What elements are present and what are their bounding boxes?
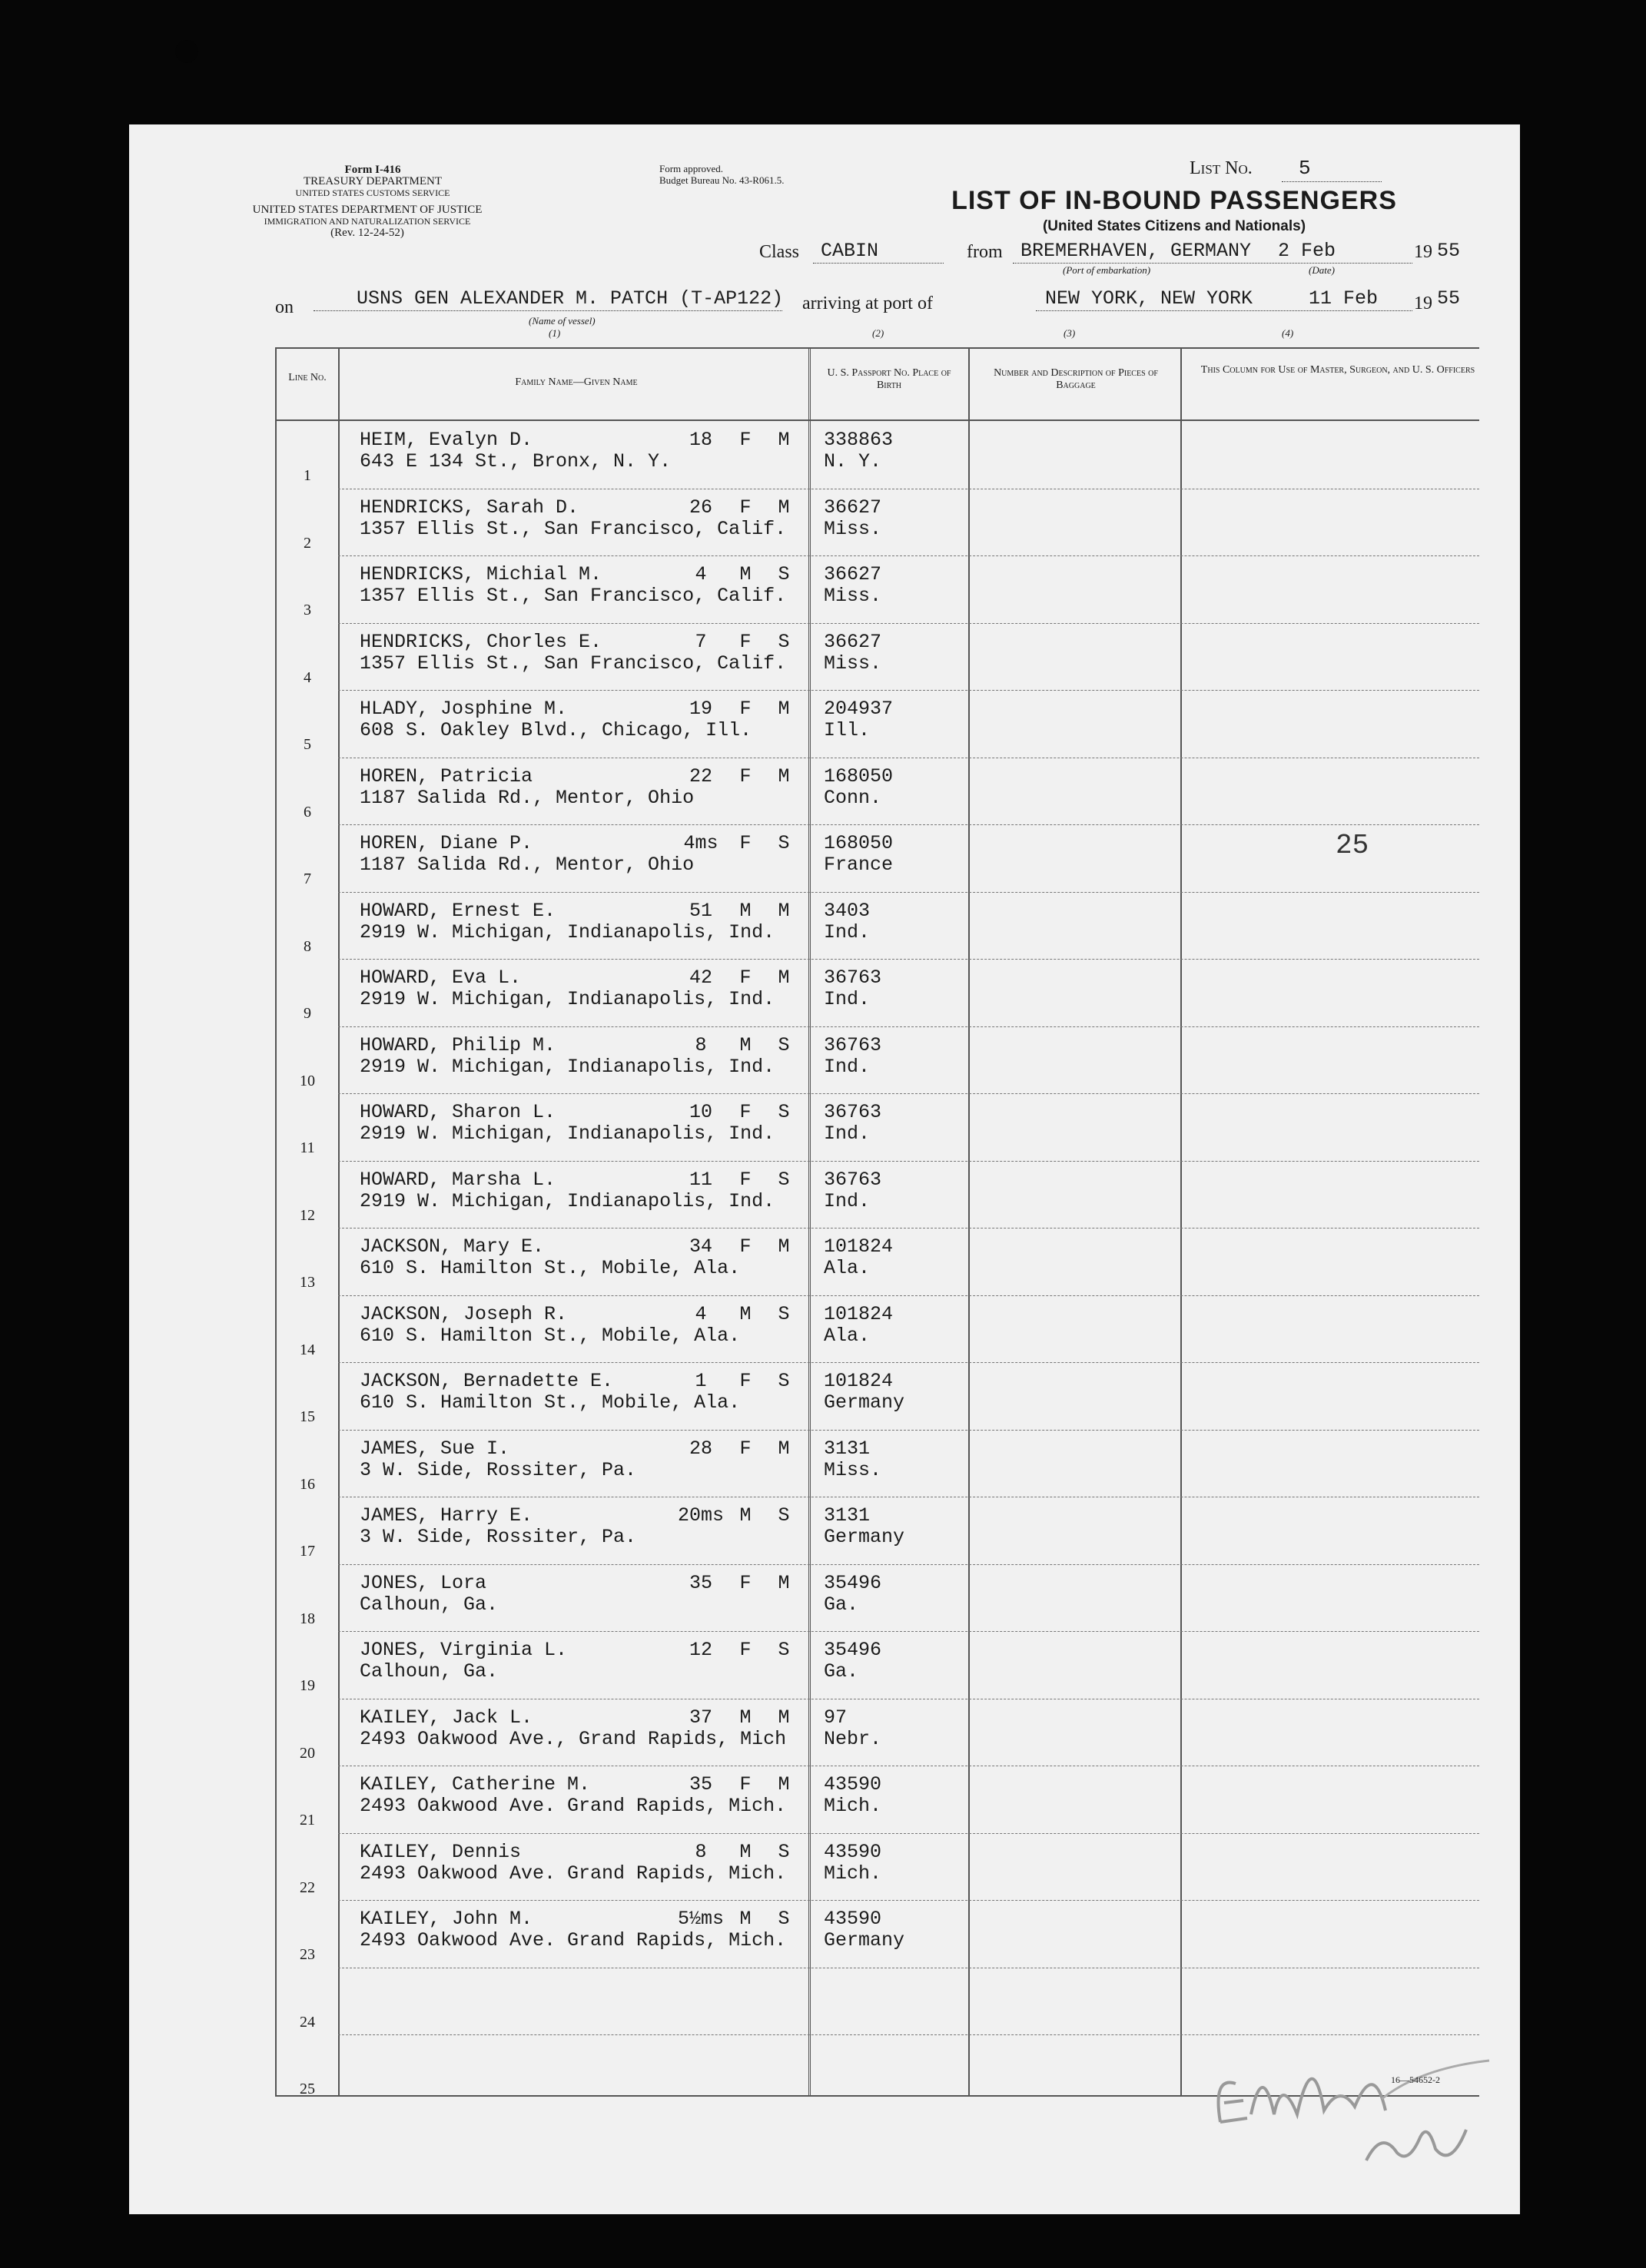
passenger-name: JACKSON, Joseph R.: [360, 1302, 568, 1325]
passenger-address: 2493 Oakwood Ave. Grand Rapids, Mich.: [360, 1795, 787, 1817]
passenger-address: 3 W. Side, Rossiter, Pa.: [360, 1526, 637, 1548]
passenger-address: 2493 Oakwood Ave. Grand Rapids, Mich.: [360, 1862, 787, 1885]
passport-number: 97: [824, 1706, 848, 1729]
passenger-address: 2493 Oakwood Ave. Grand Rapids, Mich.: [360, 1929, 787, 1951]
revision-label: (Rev. 12-24-52): [330, 227, 404, 239]
passenger-age: 20ms: [677, 1504, 724, 1527]
vessel-line: [314, 310, 782, 311]
budget-line: Budget Bureau No. 43-R061.5.: [659, 174, 785, 186]
line-number: 7: [304, 870, 311, 887]
passenger-sex: M: [739, 1908, 752, 1930]
passport-number: 43590: [824, 1773, 882, 1796]
passenger-age: 34: [689, 1235, 712, 1258]
row-divider: [338, 1430, 1479, 1431]
passenger-name: KAILEY, Catherine M.: [360, 1773, 591, 1796]
passenger-marital: S: [778, 630, 790, 653]
passenger-marital: M: [778, 1235, 790, 1258]
passenger-address: 1357 Ellis St., San Francisco, Calif.: [360, 652, 787, 675]
place-of-birth: Ala.: [824, 1324, 871, 1347]
passenger-sex: F: [739, 764, 752, 788]
year1-prefix: 19: [1414, 242, 1432, 262]
passenger-marital: M: [778, 967, 790, 989]
line-number: 15: [300, 1408, 315, 1425]
passenger-name: HOWARD, Ernest E.: [360, 899, 556, 922]
list-number-line: [1282, 181, 1382, 182]
row-divider: [338, 1833, 1479, 1834]
form-footer: 16—54652-2: [1391, 2074, 1440, 2085]
passenger-sex: F: [739, 1571, 752, 1594]
approval-note: [659, 163, 784, 186]
treasury-label: TREASURY DEPARTMENT: [303, 175, 443, 187]
line-number: 10: [300, 1072, 315, 1089]
passenger-age: 5½ms: [677, 1908, 724, 1930]
passport-number: 35496: [824, 1571, 882, 1594]
punch-hole: [175, 40, 198, 63]
passenger-name: JACKSON, Mary E.: [360, 1235, 545, 1258]
passenger-address: 643 E 134 St., Bronx, N. Y.: [360, 450, 672, 472]
passenger-sex: M: [739, 1840, 752, 1863]
passenger-marital: M: [778, 698, 790, 720]
justice-label: UNITED STATES DEPARTMENT OF JUSTICE: [252, 204, 483, 216]
place-of-birth: Germany: [824, 1929, 905, 1951]
passenger-sex: M: [739, 1302, 752, 1325]
passenger-address: Calhoun, Ga.: [360, 1593, 499, 1616]
row-divider: [338, 690, 1479, 691]
place-of-birth: Ind.: [824, 1122, 871, 1145]
year1-value: 55: [1437, 240, 1461, 262]
passenger-sex: F: [739, 1639, 752, 1661]
col-num-2: (2): [872, 327, 884, 339]
passenger-marital: S: [778, 832, 790, 854]
passenger-sex: F: [739, 698, 752, 720]
passenger-age: 12: [689, 1639, 712, 1661]
ins-label: IMMIGRATION AND NATURALIZATION SERVICE: [264, 216, 471, 227]
line-number: 22: [300, 1878, 315, 1896]
passenger-marital: M: [778, 1706, 790, 1729]
passport-number: 3131: [824, 1437, 871, 1460]
list-number-value: 5: [1299, 157, 1311, 180]
place-of-birth: Germany: [824, 1391, 905, 1414]
passenger-name: JONES, Lora: [360, 1571, 487, 1594]
passenger-address: 2919 W. Michigan, Indianapolis, Ind.: [360, 1189, 775, 1212]
passport-number: 204937: [824, 698, 894, 720]
passenger-age: 18: [689, 429, 712, 451]
passenger-age: 4: [695, 563, 707, 585]
row-divider: [338, 623, 1479, 624]
passenger-name: HEIM, Evalyn D.: [360, 429, 533, 451]
passenger-sex: M: [739, 563, 752, 585]
passenger-age: 11: [689, 1168, 712, 1191]
header-baggage: Number and Description of Pieces of Baggage: [994, 367, 1158, 391]
header-rule: [277, 419, 1479, 421]
passport-number: 3403: [824, 899, 871, 922]
passenger-age: 26: [689, 496, 712, 519]
row-divider: [338, 959, 1479, 960]
passenger-name: JACKSON, Bernadette E.: [360, 1370, 614, 1392]
passport-number: 36627: [824, 563, 882, 585]
place-of-birth: Ind.: [824, 1189, 871, 1212]
passenger-marital: S: [778, 1504, 790, 1527]
year2-value: 55: [1437, 287, 1461, 310]
passenger-sex: F: [739, 832, 752, 854]
passenger-marital: M: [778, 496, 790, 519]
passenger-marital: S: [778, 1033, 790, 1056]
embark-date: 2 Feb: [1278, 240, 1336, 262]
from-line: [1013, 263, 1412, 264]
class-line: [813, 263, 944, 264]
passenger-sex: F: [739, 496, 752, 519]
vessel-caption-num: (1): [549, 327, 561, 339]
passenger-age: 8: [695, 1840, 707, 1863]
passport-number: 36763: [824, 1168, 882, 1191]
form-departments: [269, 164, 476, 199]
passenger-name: KAILEY, John M.: [360, 1908, 533, 1930]
place-of-birth: Miss.: [824, 1458, 882, 1481]
row-divider: [338, 1093, 1479, 1094]
line-number: 16: [300, 1475, 315, 1493]
arrival-date: 11 Feb: [1309, 287, 1379, 310]
passenger-address: 1357 Ellis St., San Francisco, Calif.: [360, 517, 787, 540]
passport-number: 36627: [824, 630, 882, 653]
line-number: 25: [300, 2081, 315, 2097]
place-of-birth: Ala.: [824, 1257, 871, 1279]
row-divider: [338, 1631, 1479, 1632]
passenger-name: JAMES, Harry E.: [360, 1504, 533, 1527]
place-of-birth: Mich.: [824, 1862, 882, 1885]
passenger-sex: M: [739, 1504, 752, 1527]
passenger-age: 28: [689, 1437, 712, 1460]
passenger-marital: S: [778, 1639, 790, 1661]
row-divider: [338, 892, 1479, 893]
line-number: 5: [304, 736, 311, 753]
passenger-sex: F: [739, 1168, 752, 1191]
line-number: 23: [300, 1946, 315, 1963]
passenger-marital: S: [778, 1302, 790, 1325]
row-divider: [338, 1295, 1479, 1296]
col-num-4: (4): [1282, 327, 1294, 339]
passenger-marital: S: [778, 1370, 790, 1392]
list-number-label: List No.: [1190, 158, 1253, 178]
place-of-birth: Mich.: [824, 1795, 882, 1817]
passenger-marital: S: [778, 1168, 790, 1191]
passenger-age: 22: [689, 764, 712, 788]
line-number: 6: [304, 803, 311, 821]
year2-prefix: 19: [1414, 293, 1432, 313]
header-officers: This Column for Use of Master, Surgeon, and U. S. Officers: [1200, 364, 1475, 376]
place-of-birth: Miss.: [824, 652, 882, 675]
passenger-marital: S: [778, 1840, 790, 1863]
line-number: 12: [300, 1206, 315, 1224]
passenger-marital: M: [778, 899, 790, 922]
vessel-name: USNS GEN ALEXANDER M. PATCH (T-AP122): [357, 287, 784, 310]
row-divider: [338, 1900, 1479, 1901]
passport-number: 168050: [824, 764, 894, 788]
passenger-address: 608 S. Oakley Blvd., Chicago, Ill.: [360, 719, 752, 741]
line-number: 3: [304, 602, 311, 618]
manifest-page: [129, 124, 1520, 2214]
passport-number: 36763: [824, 1101, 882, 1123]
place-of-birth: Germany: [824, 1526, 905, 1548]
line-number: 9: [304, 1005, 311, 1022]
passport-number: 43590: [824, 1840, 882, 1863]
place-of-birth: Nebr.: [824, 1727, 882, 1750]
place-of-birth: Conn.: [824, 786, 882, 809]
passenger-marital: M: [778, 1571, 790, 1594]
line-number: 19: [300, 1677, 315, 1694]
passenger-name: HENDRICKS, Sarah D.: [360, 496, 579, 519]
passenger-name: HOWARD, Eva L.: [360, 967, 522, 989]
passenger-sex: F: [739, 1101, 752, 1123]
passenger-sex: M: [739, 1706, 752, 1729]
passenger-name: HOWARD, Marsha L.: [360, 1168, 556, 1191]
officer-note: 25: [1336, 830, 1369, 861]
passenger-name: HOREN, Patricia: [360, 764, 533, 788]
approval-line: Form approved.: [659, 163, 724, 174]
header-passport: U. S. Passport No. Place of Birth: [827, 367, 951, 391]
passenger-age: 35: [689, 1773, 712, 1796]
line-number: 8: [304, 937, 311, 955]
embark-caption: (Port of embarkation): [1063, 264, 1151, 276]
passport-number: 3131: [824, 1504, 871, 1527]
passenger-name: HENDRICKS, Chorles E.: [360, 630, 602, 653]
passenger-sex: F: [739, 1437, 752, 1460]
passenger-sex: F: [739, 1773, 752, 1796]
passport-number: 36763: [824, 1033, 882, 1056]
passenger-marital: S: [778, 1101, 790, 1123]
passenger-address: 610 S. Hamilton St., Mobile, Ala.: [360, 1324, 741, 1347]
line-number: 2: [304, 534, 311, 552]
passenger-name: JONES, Virginia L.: [360, 1639, 568, 1661]
passenger-age: 37: [689, 1706, 712, 1729]
passenger-address: 1187 Salida Rd., Mentor, Ohio: [360, 786, 695, 809]
on-label: on: [275, 297, 294, 317]
passenger-marital: M: [778, 1773, 790, 1796]
passport-number: 36627: [824, 496, 882, 519]
passenger-name: HENDRICKS, Michial M.: [360, 563, 602, 585]
passenger-address: 1357 Ellis St., San Francisco, Calif.: [360, 585, 787, 607]
place-of-birth: Ind.: [824, 988, 871, 1010]
passenger-address: 610 S. Hamilton St., Mobile, Ala.: [360, 1257, 741, 1279]
line-number: 24: [300, 2013, 315, 2031]
passenger-age: 7: [695, 630, 707, 653]
passport-number: 36763: [824, 967, 882, 989]
passenger-sex: M: [739, 1033, 752, 1056]
passenger-address: 3 W. Side, Rossiter, Pa.: [360, 1458, 637, 1481]
line-number: 13: [300, 1274, 315, 1291]
passenger-address: 1187 Salida Rd., Mentor, Ohio: [360, 854, 695, 876]
line-number: 14: [300, 1341, 315, 1358]
passenger-sex: F: [739, 1370, 752, 1392]
place-of-birth: Ga.: [824, 1593, 859, 1616]
line-number: 1: [304, 467, 311, 484]
signature-scribble: [1190, 2014, 1512, 2191]
from-label: from: [967, 242, 1003, 262]
date-caption: (Date): [1309, 264, 1335, 276]
passenger-address: 2919 W. Michigan, Indianapolis, Ind.: [360, 920, 775, 943]
passenger-marital: M: [778, 429, 790, 451]
place-of-birth: Miss.: [824, 585, 882, 607]
header-name: Family Name—Given Name: [515, 376, 638, 388]
line-number: 17: [300, 1543, 315, 1560]
header-line-no: Line No.: [288, 372, 327, 383]
passport-number: 43590: [824, 1908, 882, 1930]
page-title: LIST OF IN-BOUND PASSENGERS: [951, 186, 1397, 215]
passport-number: 35496: [824, 1639, 882, 1661]
line-number: 21: [300, 1812, 315, 1829]
arrival-port: NEW YORK, NEW YORK: [1045, 287, 1253, 310]
passport-number: 168050: [824, 832, 894, 854]
passenger-marital: S: [778, 563, 790, 585]
col-num-3: (3): [1064, 327, 1076, 339]
passenger-name: HOWARD, Sharon L.: [360, 1101, 556, 1123]
passport-number: 101824: [824, 1235, 894, 1258]
vessel-caption: (Name of vessel): [529, 315, 596, 327]
passenger-address: 2919 W. Michigan, Indianapolis, Ind.: [360, 988, 775, 1010]
row-divider: [338, 1564, 1479, 1565]
embark-port: BREMERHAVEN, GERMANY: [1020, 240, 1252, 262]
passport-number: 338863: [824, 429, 894, 451]
place-of-birth: Ind.: [824, 920, 871, 943]
arriving-label: arriving at port of: [802, 293, 933, 313]
passenger-marital: M: [778, 764, 790, 788]
row-divider: [338, 1362, 1479, 1363]
row-divider: [338, 824, 1479, 825]
passenger-marital: S: [778, 1908, 790, 1930]
place-of-birth: Ga.: [824, 1660, 859, 1683]
passenger-age: 4ms: [683, 832, 718, 854]
passenger-name: KAILEY, Jack L.: [360, 1706, 533, 1729]
passenger-name: HLADY, Josphine M.: [360, 698, 568, 720]
passport-number: 101824: [824, 1302, 894, 1325]
passenger-address: 610 S. Hamilton St., Mobile, Ala.: [360, 1391, 741, 1414]
place-of-birth: Ind.: [824, 1055, 871, 1078]
place-of-birth: France: [824, 854, 894, 876]
place-of-birth: Ill.: [824, 719, 871, 741]
arrival-line: [1036, 310, 1412, 311]
passenger-sex: M: [739, 899, 752, 922]
passenger-table: [275, 347, 1479, 2097]
line-number: 4: [304, 668, 311, 686]
passenger-sex: F: [739, 1235, 752, 1258]
passenger-name: JAMES, Sue I.: [360, 1437, 510, 1460]
justice-block: [244, 204, 490, 239]
passenger-age: 51: [689, 899, 712, 922]
passenger-age: 10: [689, 1101, 712, 1123]
page-subtitle: (United States Citizens and Nationals): [1042, 218, 1306, 234]
customs-label: UNITED STATES CUSTOMS SERVICE: [295, 187, 450, 198]
line-number: 11: [300, 1139, 315, 1156]
passenger-age: 19: [689, 698, 712, 720]
passenger-marital: M: [778, 1437, 790, 1460]
class-label: Class: [759, 242, 800, 262]
passenger-address: 2493 Oakwood Ave., Grand Rapids, Mich: [360, 1727, 787, 1750]
row-divider: [338, 1026, 1479, 1027]
passenger-address: 2919 W. Michigan, Indianapolis, Ind.: [360, 1122, 775, 1145]
form-number: Form I-416: [344, 164, 401, 176]
passenger-address: 2919 W. Michigan, Indianapolis, Ind.: [360, 1055, 775, 1078]
passenger-sex: F: [739, 429, 752, 451]
passenger-age: 1: [695, 1370, 707, 1392]
passenger-age: 42: [689, 967, 712, 989]
passenger-sex: F: [739, 630, 752, 653]
place-of-birth: Miss.: [824, 517, 882, 540]
passenger-address: Calhoun, Ga.: [360, 1660, 499, 1683]
passenger-sex: F: [739, 967, 752, 989]
passenger-name: KAILEY, Dennis: [360, 1840, 522, 1863]
line-number: 20: [300, 1744, 315, 1762]
passenger-name: HOREN, Diane P.: [360, 832, 533, 854]
passenger-age: 35: [689, 1571, 712, 1594]
passenger-name: HOWARD, Philip M.: [360, 1033, 556, 1056]
line-number: 18: [300, 1610, 315, 1627]
place-of-birth: N. Y.: [824, 450, 882, 472]
row-divider: [338, 1161, 1479, 1162]
passenger-age: 4: [695, 1302, 707, 1325]
row-divider: [338, 555, 1479, 556]
passenger-age: 8: [695, 1033, 707, 1056]
class-value: CABIN: [821, 240, 879, 262]
passport-number: 101824: [824, 1370, 894, 1392]
